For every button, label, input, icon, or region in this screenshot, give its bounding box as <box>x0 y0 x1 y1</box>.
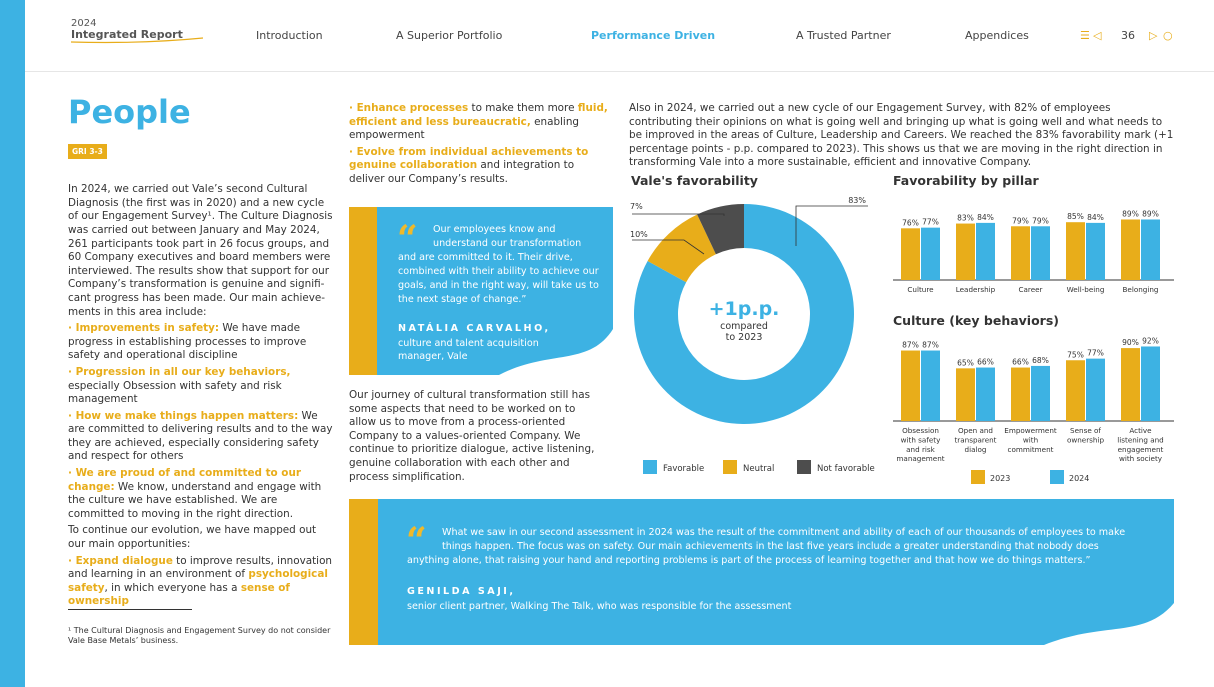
nav-superior-portfolio[interactable]: A Superior Portfolio <box>396 29 503 42</box>
behaviors-bar-chart <box>893 330 1177 492</box>
favorability-donut-chart <box>626 192 880 484</box>
donut-center-caption: compared <box>720 321 768 332</box>
legend-swatch <box>797 460 811 474</box>
category-label: commitment <box>1007 444 1054 454</box>
quote-line: understand our transformation <box>433 238 582 249</box>
category-label: and risk <box>906 444 935 454</box>
donut-center-value: +1p.p. <box>708 298 780 320</box>
bar-value-label: 84% <box>977 212 994 222</box>
bar-value-label: 83% <box>957 213 974 223</box>
report-title[interactable]: Integrated Report <box>71 28 183 41</box>
category-label: Open and <box>957 426 994 435</box>
opportunity-item: · Evolve from individual achievements to genuine collaboration and integration to deliver our Company’s results. <box>349 145 589 185</box>
category-label: with society <box>1118 454 1163 464</box>
swoosh-icon <box>71 37 205 45</box>
category-label: with safety <box>900 435 941 445</box>
bar-value-label: 65% <box>957 358 974 368</box>
quote-line: What we saw in our second assessment in 2024 was the result of the commitment and ability of each of our thousands of employees to make <box>442 527 1126 538</box>
bar-value-label: 90% <box>1122 338 1139 348</box>
quote-gold-bar <box>349 207 377 375</box>
pillar-chart-title: Favorability by pillar <box>893 173 1039 188</box>
legend-swatch <box>643 460 657 474</box>
category-label: Obsession <box>902 426 939 435</box>
bar-2024 <box>921 351 940 421</box>
legend-label: Not favorable <box>817 464 875 474</box>
bar-2023 <box>1011 226 1030 280</box>
achievement-item: · Improvements in safety: We have made progress in establishing processes to improve safety and operational discipline <box>68 322 307 362</box>
nav-trusted-partner[interactable]: A Trusted Partner <box>796 29 891 42</box>
quote-author-role: senior client partner, Walking The Talk, who was responsible for the assessment <box>407 601 792 612</box>
nav-introduction[interactable]: Introduction <box>256 29 323 42</box>
opportunity-item: · Enhance processes to make them more fluid, efficient and less bureaucratic, enabling empowerment <box>349 102 608 142</box>
bar-value-label: 66% <box>1012 357 1029 367</box>
bar-2024 <box>976 223 995 280</box>
evolution-intro: To continue our evolution, we have mapped out our main opportunities: <box>68 524 317 551</box>
quote-line: anything alone, that raising your hand and reporting problems is part of the process of learning together and that how we do things matters.” <box>407 555 1091 566</box>
journey-paragraph: Our journey of cultural transformation still has some aspects that need to be worked on to allow us to move from a process-oriented Company to a values-oriented Company. We continue to prioritize dialogue, active listening, genuine collaboration with each other and process simplification. <box>349 389 595 483</box>
bar-value-label: 68% <box>1032 355 1049 365</box>
category-label: engagement <box>1117 444 1164 454</box>
quote-line: the next stage of change.” <box>398 294 527 305</box>
bar-2023 <box>956 368 975 421</box>
category-label: with <box>1022 435 1039 445</box>
bar-value-label: 79% <box>1032 216 1049 226</box>
side-accent-bar <box>0 0 25 687</box>
quote-line: goals, and in the right way, will take us to <box>398 280 599 291</box>
legend-label: Favorable <box>663 464 705 474</box>
quote-author: GENILDA SAJI, <box>407 586 516 597</box>
donut-center-caption: to 2023 <box>725 332 763 343</box>
label-neutral: 10% <box>630 230 648 239</box>
bar-value-label: 89% <box>1142 209 1159 219</box>
quote-card-genilda <box>349 499 1174 645</box>
quote-mark-icon: “ <box>406 520 427 562</box>
left-column <box>68 95 333 609</box>
bar-2023 <box>1121 219 1140 280</box>
bar-2024 <box>976 368 995 421</box>
bar-2023 <box>1066 222 1085 280</box>
bar-2024 <box>1031 366 1050 421</box>
bar-value-label: 79% <box>1012 216 1029 226</box>
legend-label: Neutral <box>743 464 775 474</box>
category-label: Career <box>1018 285 1043 294</box>
category-label: management <box>896 454 945 464</box>
bar-value-label: 85% <box>1067 212 1084 222</box>
bar-value-label: 84% <box>1087 212 1104 222</box>
bar-2023 <box>901 228 920 280</box>
page-title: People <box>68 93 191 131</box>
category-label: Active <box>1129 426 1152 435</box>
bar-2024 <box>1141 219 1160 280</box>
achievement-item: · We are proud of and committed to our change: We know, understand and engage with the culture we have established. We are committed to moving in the right direction. <box>68 467 322 520</box>
gri-badge: GRI 3-3 <box>68 144 107 159</box>
donut-chart-title: Vale's favorability <box>631 173 758 188</box>
category-label: Well-being <box>1066 285 1105 294</box>
middle-column <box>349 102 612 187</box>
category-label: transparent <box>954 435 997 445</box>
bar-2024 <box>1141 346 1160 421</box>
quote-line: combined with their ability to achieve our <box>398 266 599 277</box>
category-label: listening and <box>1117 435 1164 445</box>
bar-value-label: 75% <box>1067 350 1084 360</box>
bar-2024 <box>1086 359 1105 421</box>
quote-mark-icon: “ <box>397 218 418 260</box>
category-label: Sense of <box>1070 426 1101 435</box>
bar-2023 <box>1011 368 1030 421</box>
home-icon[interactable]: ○ <box>1163 29 1173 42</box>
legend-label: 2024 <box>1069 474 1090 483</box>
achievement-item: · Progression in all our key behaviors, especially Obsession with safety and risk management <box>68 365 291 406</box>
bar-2023 <box>901 351 920 421</box>
bar-value-label: 89% <box>1122 209 1139 219</box>
category-label: Culture <box>907 285 934 294</box>
category-label: Empowerment <box>1004 426 1057 435</box>
bar-value-label: 66% <box>977 357 994 367</box>
legend-swatch <box>723 460 737 474</box>
quote-line: and are committed to it. Their drive, <box>398 252 573 263</box>
nav-appendices[interactable]: Appendices <box>965 29 1029 42</box>
bar-2024 <box>921 228 940 280</box>
nav-performance-driven[interactable]: Performance Driven <box>591 29 716 42</box>
bar-value-label: 76% <box>902 218 919 228</box>
quote-author-role: manager, Vale <box>398 351 468 362</box>
bar-value-label: 92% <box>1142 336 1159 346</box>
quote-line: things happen. The focus was on safety. Our main achievements in the last five years include a greater understanding that nobody does <box>442 541 1099 552</box>
menu-icon[interactable]: ☰ <box>1080 29 1090 42</box>
footnote-divider <box>68 609 192 610</box>
bar-2024 <box>1086 223 1105 280</box>
pillar-bar-chart <box>893 190 1177 302</box>
quote-line: Our employees know and <box>433 224 556 235</box>
legend-label: 2023 <box>990 474 1011 483</box>
quote-wave-shape <box>1044 599 1174 645</box>
bar-2023 <box>1066 360 1085 421</box>
category-label: Leadership <box>955 285 996 294</box>
bar-2023 <box>1121 348 1140 421</box>
quote-author: NATÁLIA CARVALHO, <box>398 323 551 334</box>
bar-value-label: 77% <box>922 217 939 227</box>
bar-value-label: 87% <box>902 340 919 350</box>
behaviors-chart-title: Culture (key behaviors) <box>893 313 1059 328</box>
legend-swatch <box>1050 470 1064 484</box>
bar-2024 <box>1031 226 1050 280</box>
report-year: 2024 <box>71 18 97 29</box>
bar-2023 <box>956 224 975 280</box>
achievement-item: · How we make things happen matters: We are committed to delivering results and to the way they are achieved, especially considering safety and respect for others <box>68 409 333 463</box>
top-navigation <box>25 0 1214 72</box>
category-label: Belonging <box>1122 285 1159 294</box>
legend-swatch <box>971 470 985 484</box>
next-page-icon[interactable]: ▷ <box>1149 29 1158 42</box>
label-not-favorable: 7% <box>630 202 643 211</box>
bar-value-label: 77% <box>1087 348 1104 358</box>
intro-paragraph: In 2024, we carried out Vale’s second Cultural Diagnosis (the first was in 2020) and a new cycle of our Engagement Survey¹. The Culture Diagnosis was carried out between January and May 2024, 261 participants took part in 26 focus groups, and 60 Company executives and board members were interviewed. The results show that support for our Company’s transformation is genuine and signifi-cant progress has been made. Our main achieve-ments in this area include: <box>68 183 333 318</box>
footnote: ¹ The Cultural Diagnosis and Engagement Survey do not consider Vale Base Metals’ business. <box>68 626 331 645</box>
bar-value-label: 87% <box>922 340 939 350</box>
category-label: dialog <box>964 444 987 454</box>
previous-page-icon[interactable]: ◁ <box>1093 29 1102 42</box>
label-favorable: 83% <box>848 196 866 205</box>
survey-paragraph: Also in 2024, we carried out a new cycle of our Engagement Survey, with 82% of employees contributing their opinions on what is going well and bringing up what is going well and what needs to be improved in the areas of Culture, Leadership and Careers. We reached the 83% favorability mark (+1 percentage points - p.p. compared to 2023). This shows us that we are moving in the right direction in transforming Vale into a more sustainable, efficient and innovative Company. <box>629 102 1174 169</box>
page-number: 36 <box>1121 29 1135 42</box>
opportunity-item: · Expand dialogue to improve results, innovation and learning in an environment of psychological safety, in which everyone has a sense of ownership <box>68 554 333 608</box>
quote-author-role: culture and talent acquisition <box>398 338 539 349</box>
quote-card-natalia <box>349 207 613 375</box>
quote-gold-bar <box>349 499 378 645</box>
category-label: ownership <box>1066 435 1105 445</box>
